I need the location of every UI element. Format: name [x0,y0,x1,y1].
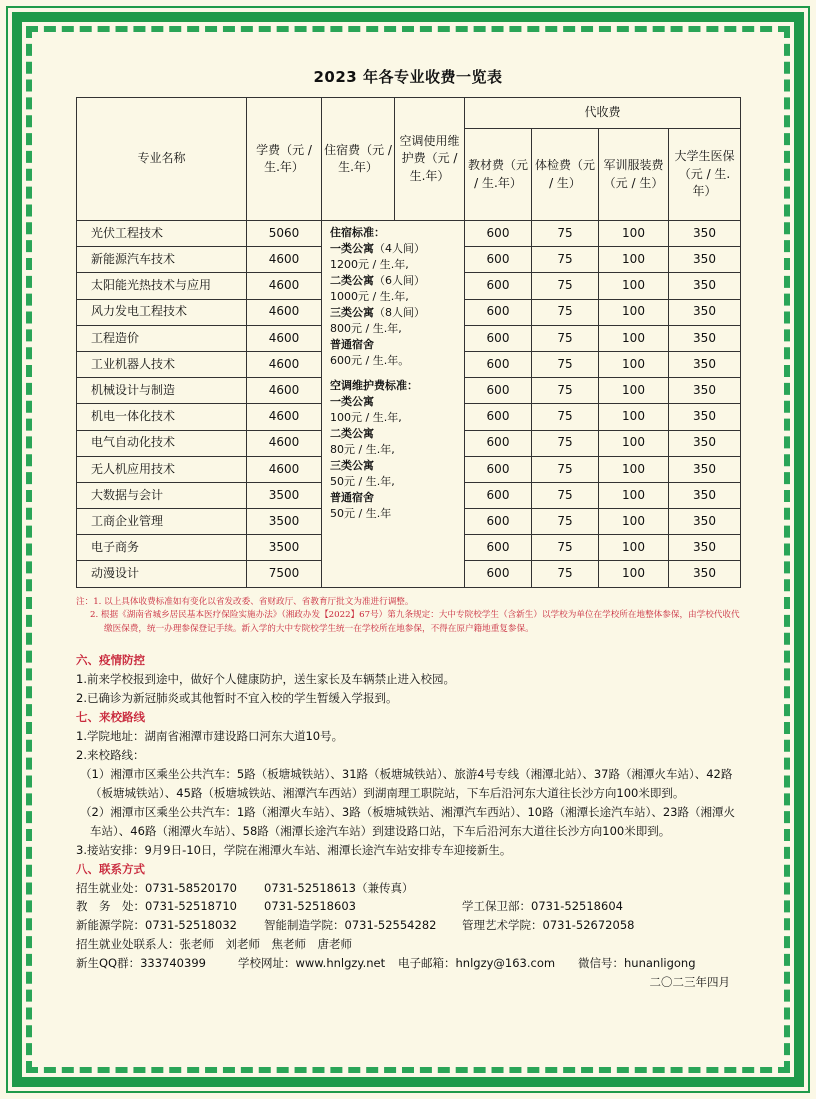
dorm-info-dorm_std: 住宿标准： [330,226,385,239]
dorm-ac-standards [322,221,465,588]
cell-major: 机械设计与制造 [77,378,247,404]
route-option-1: （1）湘潭市区乘坐公共汽车：5路（板塘城铁站）、31路（板塘城铁站）、旅游4号专线（湘潭北站）、37路（湘潭火车站）、42路（板塘城铁站）、45路（板塘城铁站、湘潭汽车西站）到湖南理工职院站，下车后沿河东大道往长沙方向100米即到。 [80,766,733,800]
cell-tuition: 5060 [247,221,322,247]
contact-online [76,954,740,973]
cell-insurance: 350 [669,430,741,456]
issue-date: 二〇二三年四月 [649,975,730,990]
note-1: 注：1. 以上具体收费标准如有变化以省发改委、省财政厅、省教育厅批文为准进行调整。 [76,596,414,607]
cell-uniform: 100 [599,247,669,273]
cell-insurance: 350 [669,247,741,273]
cell-medical: 75 [532,299,599,325]
epidemic-line-1: 1.前来学校报到途中，做好个人健康防护，送生家长及车辆禁止进入校园。 [76,671,455,686]
dorm-capacity-t2: （6人间） [374,273,425,287]
cell-major: 工业机器人技术 [77,351,247,377]
cell-uniform: 100 [599,404,669,430]
cell-tuition: 7500 [247,561,322,587]
epidemic-line-2: 2.已确诊为新冠肺炎或其他暂时不宜入校的学生暂缓入学报到。 [76,690,398,705]
dorm-info-t1p: 1200元 / 生.年, [330,257,409,271]
cell-tuition: 4600 [247,351,322,377]
header-books: 教材费（元 / 生.年） [465,129,532,221]
cell-major: 动漫设计 [77,561,247,587]
cell-insurance: 350 [669,561,741,587]
cell-major: 大数据与会计 [77,482,247,508]
cell-tuition: 4600 [247,273,322,299]
cell-tuition: 3500 [247,509,322,535]
dorm-info-a2: 二类公寓 [330,427,374,441]
cell-books: 600 [465,482,532,508]
cell-tuition: 4600 [247,325,322,351]
note-2: 2. 根据《湖南省城乡居民基本医疗保险实施办法》（湘政办发【2022】67号）第九条规定：大中专院校学生（含新生）以学校为单位在学校所在地整体参保，由学校代收代缴医保费，统一办理参保登记手续。新入学的大中专院校学生统一在学校所在地参保，不得在原户籍地重复参保。 [90,610,740,635]
header-tuition: 学费（元 / 生.年） [247,98,322,221]
spacer [330,368,458,378]
dorm-info-t2p: 1000元 / 生.年, [330,289,409,303]
dorm-info-a3: 三类公寓 [330,459,374,473]
contact-management-art: 管理艺术学院：0731-52672058 [462,918,635,933]
dorm-type-line [330,241,458,257]
cell-insurance: 350 [669,509,741,535]
cell-medical: 75 [532,378,599,404]
cell-tuition: 4600 [247,378,322,404]
cell-books: 600 [465,509,532,535]
header-medical: 体检费（元 / 生） [532,129,599,221]
fee-table [76,97,741,588]
cell-insurance: 350 [669,351,741,377]
dorm-type-line [330,305,458,321]
cell-medical: 75 [532,456,599,482]
dorm-info-a1: 一类公寓 [330,395,374,409]
cell-insurance: 350 [669,535,741,561]
contact-student-affairs: 学工保卫部：0731-52518604 [462,899,623,914]
cell-tuition: 3500 [247,535,322,561]
dorm-info-t4: 普通宿舍 [330,337,374,351]
cell-books: 600 [465,535,532,561]
contact-academic: 教 务 处：0731-52518710 [76,899,237,914]
cell-insurance: 350 [669,325,741,351]
dorm-type-t3: 三类公寓 [330,305,374,319]
cell-insurance: 350 [669,404,741,430]
contact-admissions-fax: 0731-52518613（兼传真） [264,880,414,895]
qq-group: 新生QQ群：333740399 [76,956,206,971]
cell-medical: 75 [532,561,599,587]
route-heading: 2.来校路线： [76,747,145,762]
cell-books: 600 [465,456,532,482]
header-collect: 代收费 [465,98,741,129]
contact-admissions: 招生就业处：0731-58520170 [76,880,237,895]
header-uniform: 军训服装费（元 / 生） [599,129,669,221]
dorm-info-a3p: 50元 / 生.年, [330,475,395,489]
dorm-info-t4p: 600元 / 生.年。 [330,353,410,367]
cell-uniform: 100 [599,482,669,508]
contact-people: 招生就业处联系人：张老师 刘老师 焦老师 唐老师 [76,937,352,952]
cell-medical: 75 [532,273,599,299]
wechat-id: 微信号：hunanligong [578,956,696,971]
cell-insurance: 350 [669,378,741,404]
dorm-info-t3p: 800元 / 生.年, [330,321,402,335]
dorm-type-t1: 一类公寓 [330,241,374,255]
cell-uniform: 100 [599,273,669,299]
dorm-capacity-t3: （8人间） [374,305,425,319]
fee-document [76,66,740,992]
dorm-capacity-t1: （4人间） [374,241,425,255]
header-major: 专业名称 [77,98,247,221]
header-insurance: 大学生医保（元 / 生.年） [669,129,741,221]
cell-books: 600 [465,404,532,430]
cell-tuition: 4600 [247,299,322,325]
cell-insurance: 350 [669,221,741,247]
fee-table-body [77,221,741,588]
cell-major: 风力发电工程技术 [77,299,247,325]
cell-major: 工商企业管理 [77,509,247,535]
cell-uniform: 100 [599,561,669,587]
section-title-epidemic: 六、疫情防控 [76,652,145,667]
dorm-info-a4p: 50元 / 生.年 [330,506,392,520]
dorm-info-a4: 普通宿舍 [330,491,374,504]
cell-medical: 75 [532,221,599,247]
contact-academic-2: 0731-52518603 [264,899,356,914]
cell-medical: 75 [532,247,599,273]
cell-insurance: 350 [669,299,741,325]
cell-major: 太阳能光热技术与应用 [77,273,247,299]
cell-medical: 75 [532,509,599,535]
cell-books: 600 [465,221,532,247]
dorm-info-ac_std: 空调维护费标准： [330,379,418,393]
cell-tuition: 4600 [247,456,322,482]
cell-uniform: 100 [599,430,669,456]
cell-books: 600 [465,273,532,299]
cell-uniform: 100 [599,351,669,377]
cell-uniform: 100 [599,509,669,535]
cell-medical: 75 [532,325,599,351]
route-pickup: 3.接站安排：9月9日-10日，学院在湘潭火车站、湘潭长途汽车站安排专车迎接新生。 [76,842,512,857]
cell-medical: 75 [532,404,599,430]
cell-tuition: 4600 [247,247,322,273]
cell-uniform: 100 [599,535,669,561]
cell-major: 电子商务 [77,535,247,561]
cell-major: 光伏工程技术 [77,221,247,247]
cell-books: 600 [465,561,532,587]
cell-insurance: 350 [669,456,741,482]
dorm-info-a1p: 100元 / 生.年, [330,411,402,425]
page-title: 2023 年各专业收费一览表 [313,68,503,86]
cell-tuition: 4600 [247,430,322,456]
cell-books: 600 [465,247,532,273]
cell-tuition: 3500 [247,482,322,508]
email[interactable]: 电子邮箱：hnlgzy@163.com [398,956,556,971]
cell-major: 电气自动化技术 [77,430,247,456]
cell-books: 600 [465,299,532,325]
contact-new-energy: 新能源学院：0731-52518032 [76,918,237,933]
notes [76,596,740,637]
contact-intelligent-mfg: 智能制造学院：0731-52554282 [264,918,437,933]
dorm-type-t2: 二类公寓 [330,273,374,287]
cell-major: 无人机应用技术 [77,456,247,482]
dorm-type-line [330,273,458,289]
cell-tuition: 4600 [247,404,322,430]
cell-uniform: 100 [599,325,669,351]
contact-empty [462,879,740,898]
cell-uniform: 100 [599,221,669,247]
header-ac: 空调使用维护费（元 / 生.年） [395,98,465,221]
cell-medical: 75 [532,430,599,456]
cell-major: 工程造价 [77,325,247,351]
cell-medical: 75 [532,351,599,377]
cell-insurance: 350 [669,482,741,508]
section-title-contact: 八、联系方式 [76,861,145,876]
contact-grid [76,879,740,936]
cell-books: 600 [465,378,532,404]
cell-major: 机电一体化技术 [77,404,247,430]
cell-books: 600 [465,351,532,377]
cell-uniform: 100 [599,378,669,404]
cell-uniform: 100 [599,456,669,482]
cell-books: 600 [465,325,532,351]
website[interactable]: 学校网址：www.hnlgzy.net [238,956,386,971]
route-option-2: （2）湘潭市区乘坐公共汽车：1路（湘潭火车站）、3路（板塘城铁站、湘潭汽车西站）、10路（湘潭长途汽车站）、23路（湘潭火车站）、46路（湘潭火车站）、58路（湘潭长途汽车站）到建设路口站，下车后沿河东大道往长沙方向100米即到。 [80,804,735,838]
info-sections [76,651,740,992]
cell-major: 新能源汽车技术 [77,247,247,273]
table-row [77,221,741,247]
header-dorm: 住宿费（元 / 生.年） [322,98,395,221]
cell-insurance: 350 [669,273,741,299]
cell-uniform: 100 [599,299,669,325]
cell-medical: 75 [532,482,599,508]
cell-medical: 75 [532,535,599,561]
section-title-route: 七、来校路线 [76,709,145,724]
cell-books: 600 [465,430,532,456]
route-address: 1.学院地址：湖南省湘潭市建设路口河东大道10号。 [76,728,344,743]
dorm-info-a2p: 80元 / 生.年, [330,443,395,457]
